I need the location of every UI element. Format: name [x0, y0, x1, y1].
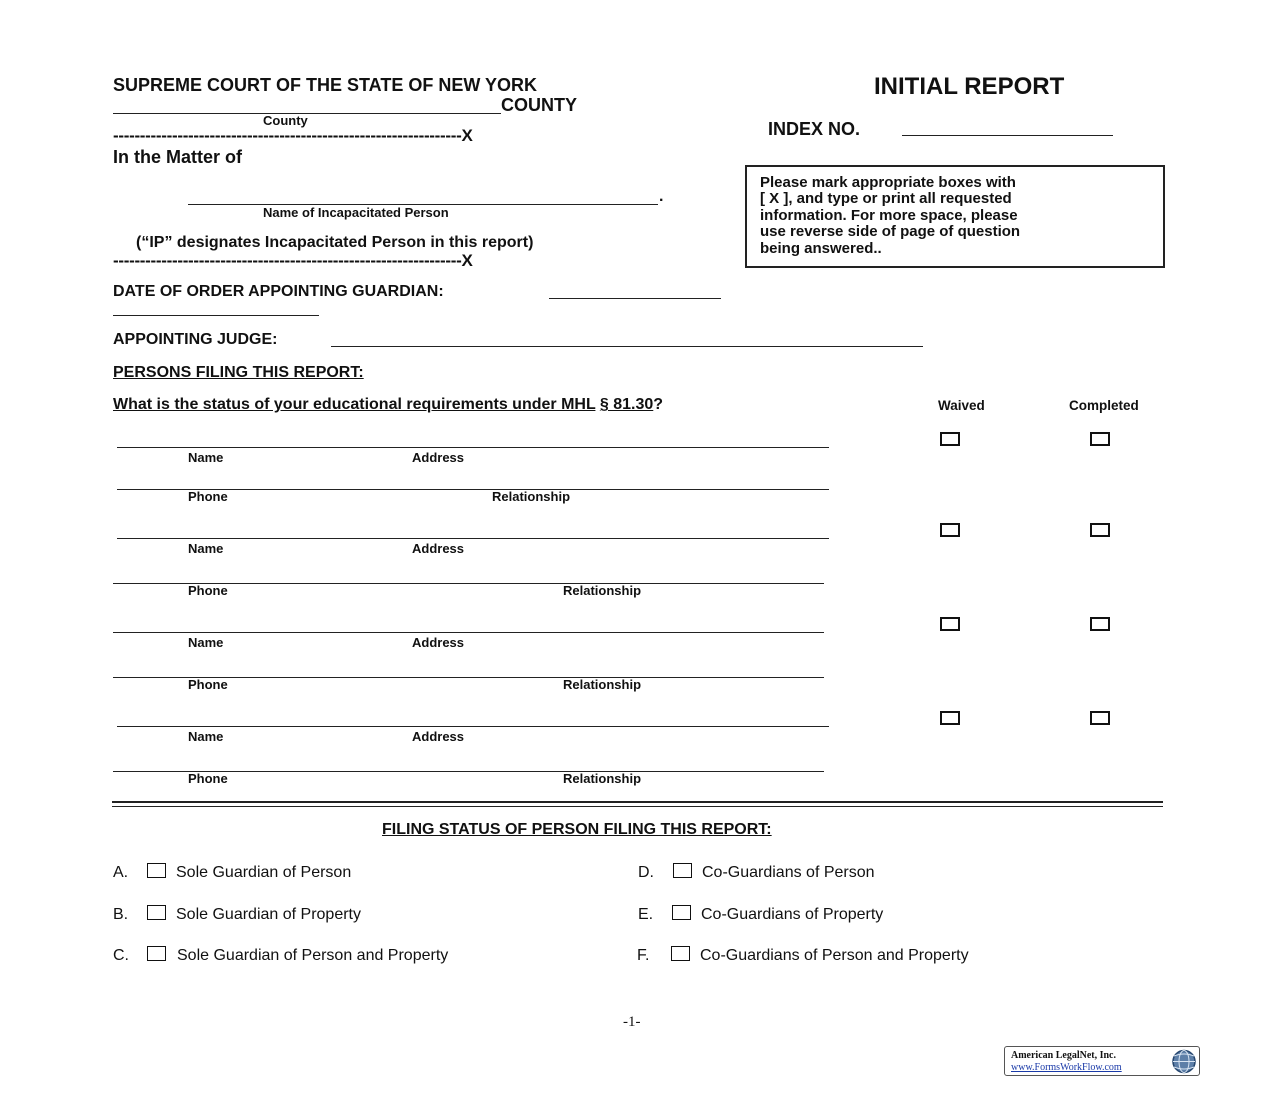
caption-divider-top: -----------------------------------------------------------------X: [113, 126, 473, 145]
caption-divider-bottom: -----------------------------------------------------------------X: [113, 251, 473, 270]
instructions-box: [745, 165, 1165, 268]
option-label: Co-Guardians of Property: [701, 906, 884, 923]
phone-label: Phone: [188, 771, 228, 786]
filing-option-checkbox[interactable]: [147, 946, 166, 961]
option-letter: B.: [113, 906, 129, 923]
waived-checkbox[interactable]: [940, 617, 960, 631]
instruction-line: being answered..: [760, 239, 882, 257]
in-the-matter-of: In the Matter of: [113, 147, 242, 167]
persons-filing-heading: PERSONS FILING THIS REPORT:: [113, 364, 364, 381]
name-address-line[interactable]: [117, 538, 829, 539]
filing-option-checkbox[interactable]: [147, 905, 166, 920]
relationship-label: Relationship: [563, 583, 642, 598]
waived-checkbox[interactable]: [940, 432, 960, 446]
page-number: -1-: [623, 1014, 641, 1030]
instruction-line: Please mark appropriate boxes with: [760, 174, 1016, 191]
option-label: Co-Guardians of Person: [702, 864, 875, 881]
column-completed: Completed: [1069, 398, 1139, 413]
relationship-label: Relationship: [492, 489, 571, 504]
option-letter: C.: [113, 947, 129, 964]
order-date-line-continued[interactable]: [113, 315, 319, 316]
brand-badge[interactable]: [1004, 1046, 1200, 1076]
phone-label: Phone: [188, 489, 228, 504]
completed-checkbox[interactable]: [1090, 617, 1110, 631]
option-letter: E.: [638, 906, 654, 923]
ip-designation-note: (“IP” designates Incapacitated Person in this report): [136, 234, 534, 251]
instruction-line: [ X ], and type or print all requested: [760, 190, 1012, 208]
option-letter: F.: [637, 947, 650, 964]
address-label: Address: [412, 635, 465, 650]
option-label: Sole Guardian of Person and Property: [177, 947, 449, 964]
completed-checkbox[interactable]: [1090, 711, 1110, 725]
relationship-label: Relationship: [563, 677, 642, 692]
filing-option-checkbox[interactable]: [671, 946, 690, 961]
name-address-line[interactable]: [113, 632, 824, 633]
brand-name: American LegalNet, Inc.: [1011, 1050, 1116, 1061]
name-label: Name: [188, 635, 224, 650]
relationship-label: Relationship: [563, 771, 642, 786]
report-title: INITIAL REPORT: [874, 73, 1065, 100]
index-no-label: INDEX NO.: [768, 119, 861, 139]
name-label: Name: [188, 450, 224, 465]
county-label: County: [263, 113, 308, 128]
waived-checkbox[interactable]: [940, 523, 960, 537]
column-waived: Waived: [938, 398, 985, 413]
county-suffix: COUNTY: [501, 95, 577, 115]
judge-line[interactable]: [331, 346, 923, 347]
name-address-line[interactable]: [117, 447, 829, 448]
completed-checkbox[interactable]: [1090, 523, 1110, 537]
section-divider: [112, 801, 1163, 803]
phone-label: Phone: [188, 583, 228, 598]
name-address-line[interactable]: [117, 726, 829, 727]
option-letter: A.: [113, 864, 129, 881]
option-label: Sole Guardian of Property: [176, 906, 361, 923]
filing-option-checkbox[interactable]: [673, 863, 692, 878]
judge-label: APPOINTING JUDGE:: [113, 331, 278, 348]
instruction-line: use reverse side of page of question: [760, 223, 1021, 241]
index-no-line[interactable]: [902, 135, 1113, 136]
order-date-label: DATE OF ORDER APPOINTING GUARDIAN:: [113, 283, 444, 300]
education-question-text: What is the status of your educational requirements under MHL: [113, 396, 596, 413]
section-divider-lower: [112, 806, 1163, 807]
order-date-line[interactable]: [549, 298, 721, 299]
ip-name-label: Name of Incapacitated Person: [263, 205, 449, 220]
education-question: [113, 396, 663, 414]
education-question-mark: ?: [653, 396, 664, 413]
ip-name-period: .: [659, 188, 664, 205]
option-letter: D.: [638, 864, 654, 881]
completed-checkbox[interactable]: [1090, 432, 1110, 446]
address-label: Address: [412, 450, 465, 465]
option-label: Sole Guardian of Person: [176, 864, 352, 881]
court-title: SUPREME COURT OF THE STATE OF NEW YORK: [113, 75, 538, 95]
filing-option-checkbox[interactable]: [672, 905, 691, 920]
option-label: Co-Guardians of Person and Property: [700, 947, 969, 964]
filing-option-checkbox[interactable]: [147, 863, 166, 878]
instruction-line: information. For more space, please: [760, 206, 1018, 224]
waived-checkbox[interactable]: [940, 711, 960, 725]
brand-url[interactable]: www.FormsWorkFlow.com: [1011, 1062, 1122, 1073]
education-question-section: § 81.30: [599, 396, 654, 413]
filing-status-heading: FILING STATUS OF PERSON FILING THIS REPORT:: [382, 821, 772, 838]
phone-label: Phone: [188, 677, 228, 692]
name-label: Name: [188, 729, 224, 744]
globe-logo-icon: [1170, 1048, 1198, 1075]
address-label: Address: [412, 729, 465, 744]
address-label: Address: [412, 541, 465, 556]
name-label: Name: [188, 541, 224, 556]
